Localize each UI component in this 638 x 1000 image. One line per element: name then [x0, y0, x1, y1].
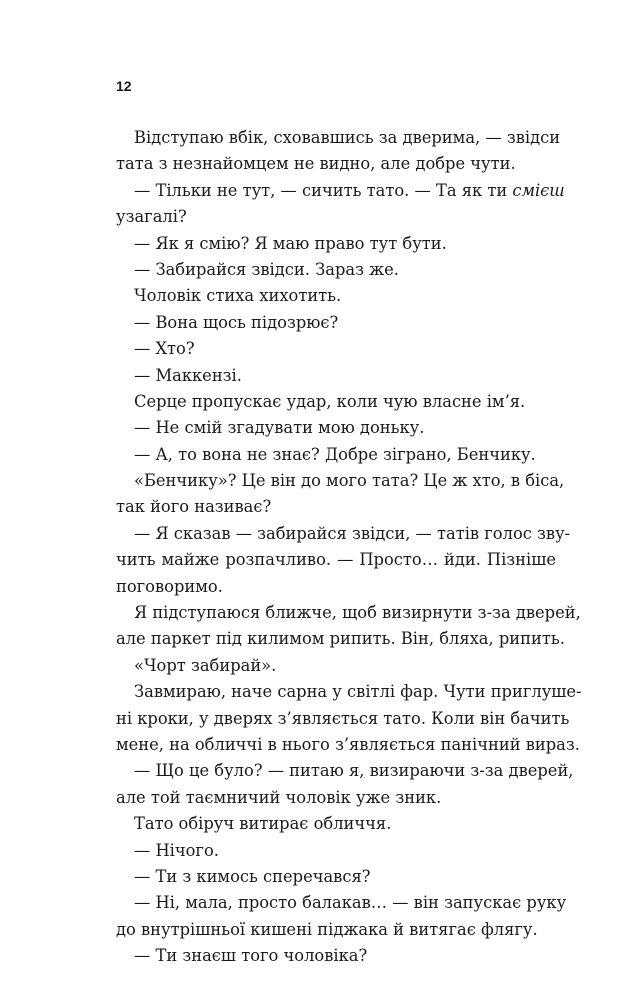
text-line: так його називає?: [116, 497, 272, 517]
page-number: 12: [116, 78, 132, 94]
text-line: — Ти знаєш того чоловіка?: [134, 946, 368, 966]
text-line: — Ти з кимось сперечався?: [134, 866, 371, 886]
text-line: — Маккензі.: [134, 365, 242, 385]
text-line: Я підступаюся ближче, щоб визирнути з-за дверей,: [134, 603, 581, 623]
text-line: ні кроки, у дверях з’являється тато. Коли він бачить: [116, 708, 570, 728]
text-line: — Нічого.: [134, 840, 219, 860]
text-line: узагалі?: [116, 207, 187, 227]
body-text: [116, 125, 582, 970]
text-line: до внутрішньої кишені піджака й витягає флягу.: [116, 919, 538, 939]
text-line: Серце пропускає удар, коли чую власне ім’я.: [134, 391, 526, 411]
text-line: — А, то вона не знає? Добре зіграно, Бенчику.: [134, 444, 536, 464]
text-line: тата з незнайомцем не видно, але добре чути.: [116, 154, 516, 174]
text-line: Відступаю вбік, сховавшись за дверима, — звідси: [134, 128, 561, 147]
text-line-segment: — Тільки не тут, — сичить тато. — Та як ти: [134, 180, 513, 200]
text-line: але паркет під килимом рипить. Він, бляха, рипить.: [116, 629, 565, 649]
text-line: Тато обіруч витирає обличчя.: [134, 814, 392, 834]
text-line: мене, на обличчі в нього з’являється панічний вираз.: [116, 734, 580, 754]
text-line: — Не смій згадувати мою доньку.: [134, 418, 425, 438]
emphasized-word: смієш: [512, 180, 565, 200]
text-line: але той таємничий чоловік уже зник.: [116, 787, 442, 807]
text-line: [116, 178, 565, 204]
text-line: «Бенчику»? Це він до мого тата? Це ж хто, в біса,: [134, 471, 565, 491]
text-line: — Вона щось підозрює?: [134, 312, 339, 332]
text-line: поговоримо.: [116, 576, 223, 596]
text-line: Завмираю, наче сарна у світлі фар. Чути приглуше-: [134, 682, 582, 702]
text-line: — Хто?: [134, 339, 195, 359]
text-line: — Що це було? — питаю я, визираючи з-за дверей,: [134, 761, 574, 781]
text-line: — Я сказав — забирайся звідси, — татів голос зву-: [134, 523, 571, 543]
text-line: — Ні, мала, просто балакав… — він запускає руку: [134, 893, 567, 913]
text-line: «Чорт забирай».: [134, 655, 277, 675]
text-line: — Як я смію? Я маю право тут бути.: [134, 233, 447, 253]
text-line: — Забирайся звідси. Зараз же.: [134, 259, 399, 279]
text-line: чить майже розпачливо. — Просто… йди. Пізніше: [116, 550, 556, 570]
text-line: Чоловік стиха хихотить.: [134, 286, 342, 306]
